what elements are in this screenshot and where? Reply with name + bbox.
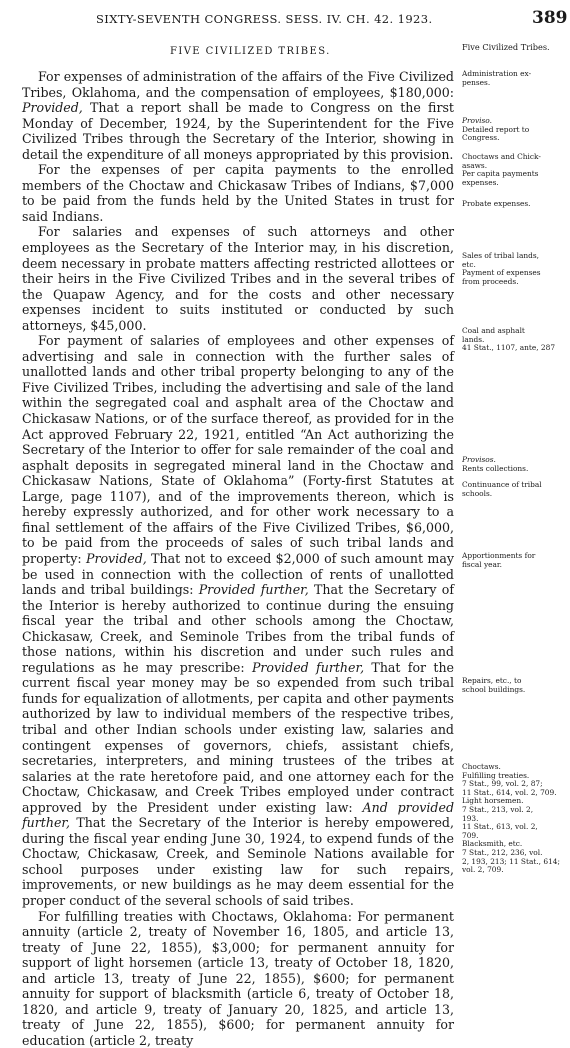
margin-note-line: Rents collections. xyxy=(462,463,529,473)
margin-note-line: Light horsemen. xyxy=(462,796,524,806)
margin-note-line: fiscal year. xyxy=(462,559,503,569)
margin-note xyxy=(462,327,566,353)
margin-note xyxy=(462,252,566,286)
margin-note-line: Sales of tribal lands, xyxy=(462,252,540,260)
margin-note-line: Choctaws. xyxy=(462,763,501,771)
margin-note-line: schools. xyxy=(462,488,493,498)
margin-note-line: Blacksmith, etc. xyxy=(462,839,523,849)
margin-note-line: Coal and asphalt xyxy=(462,327,525,335)
margin-note xyxy=(462,763,566,875)
italic-text: Provided, xyxy=(85,550,147,566)
margin-note-line: Administration ex- xyxy=(462,70,532,78)
margin-note-line: 193. xyxy=(462,813,479,823)
margin-note-line: 11 Stat., 614, vol. 2, 709. xyxy=(462,787,557,797)
margin-note xyxy=(462,456,566,473)
page-header xyxy=(0,8,570,28)
margin-note xyxy=(462,552,566,569)
margin-note-line: Choctaws and Chick- xyxy=(462,153,541,161)
paragraph xyxy=(22,333,454,908)
margin-note-line: 7 Stat., 212, 236, vol. xyxy=(462,847,543,857)
italic-text: Provided further, xyxy=(198,582,309,598)
margin-note-line: expenses. xyxy=(462,177,499,187)
section-title: FIVE CIVILIZED TRIBES. xyxy=(170,46,331,57)
paragraph-text: That a report shall be made to Congress on the first Monday of December, 1924, by the Superintendent for the Five Civilized Tribes through the Secretary of the Interior, showing in detail the expenditure of all moneys appropriated by this provision. xyxy=(22,100,454,162)
margin-note xyxy=(462,200,566,209)
margin-note xyxy=(462,481,566,498)
margin-note-line: lands. xyxy=(462,334,485,344)
running-head: SIXTY-SEVENTH CONGRESS. SESS. IV. CH. 42. 1923. xyxy=(96,12,433,26)
margin-note-line: penses. xyxy=(462,77,491,87)
margin-note-line: Proviso. xyxy=(462,117,492,125)
margin-note-line: 709. xyxy=(462,830,479,840)
italic-text: Provided, xyxy=(22,100,83,116)
margin-note-line: Provisos. xyxy=(462,456,496,464)
margin-note-line: vol. 2, 709. xyxy=(462,865,504,875)
margin-note xyxy=(462,117,566,143)
page-number: 389 xyxy=(532,8,568,28)
margin-note-line: Congress. xyxy=(462,133,500,143)
margin-note xyxy=(462,70,566,87)
margin-note-line: Detailed report to xyxy=(462,124,530,134)
paragraph-text: For expenses of administration of the affairs of the Five Civilized Tribes, Oklahoma, and the compensation of employees, $180,000: xyxy=(22,69,454,100)
paragraph-text: That the Secretary of the Interior is hereby authorized to continue during the ensuing fiscal year the tribal and other schools among the Choctaw, Chickasaw, Creek, and Seminole Tribes from the tribal funds of those nations, within his discretion and under such rules and regulations as he may prescribe: xyxy=(22,582,454,675)
margin-note-line: asaws. xyxy=(462,160,488,170)
margin-note-line: Repairs, etc., to xyxy=(462,677,522,685)
paragraph-text: For the expenses of per capita payments to the enrolled members of the Choctaw and Chickasaw Tribes of Indians, $7,000 to be paid from the funds held by the United States in trust for said Indians. xyxy=(22,162,454,224)
margin-note xyxy=(462,153,566,187)
paragraph xyxy=(22,909,454,1048)
margin-note-line: Continuance of tribal xyxy=(462,481,542,489)
paragraph-text: For payment of salaries of employees and other expenses of advertising and sale in connection with the further sales of unallotted lands and other tribal property belonging to any of the Five Civilized Tribes, including the advertising and sale of the land within the segregated coal and asphalt area of the Choctaw and Chickasaw Nations, or of the surface thereof, as provided for in the Act approved February 22, 1921, entitled “An Act authorizing the Secretary of the Interior to offer for sale remainder of the coal and asphalt deposits in segregated mineral land in the Choctaw and Chickasaw Nations, State of Oklahoma” (Forty-first Statutes at Large, page 1107), and of the improvements thereon, which is hereby expressly authorized, and for other work necessary to a final settlement of the affairs of the Five Civilized Tribes, $6,000, to be paid from the proceeds of sales of such tribal lands and property: xyxy=(22,333,454,566)
margin-note-line: Per capita payments xyxy=(462,169,539,179)
paragraph xyxy=(22,224,454,333)
margin-note-line: 7 Stat., 213, vol. 2, xyxy=(462,804,534,814)
margin-note-line: Payment of expenses xyxy=(462,268,541,278)
paragraph-text: For salaries and expenses of such attorneys and other employees as the Secretary of the Interior may, in his discretion, deem necessary in probate matters affecting restricted allottees or their heirs in the Five Civilized Tribes and in the several tribes of the Quapaw Agency, and for the costs and other necessary expenses incident to suits instituted or conducted by such attorneys, $45,000. xyxy=(22,224,454,333)
margin-note-line: 7 Stat., 99, vol. 2, 87; xyxy=(462,779,543,789)
margin-note-line: 11 Stat., 613, vol. 2, xyxy=(462,822,538,832)
paragraph xyxy=(22,69,454,162)
margin-note-line: Fulfilling treaties. xyxy=(462,770,530,780)
paragraph xyxy=(22,162,454,224)
margin-heading: Five Civilized Tribes. xyxy=(462,42,550,52)
paragraph-text: That for the current fiscal year money may be so expended from such tribal funds for equalization of allotments, per capita and other payments authorized by law to individual members of the respective tribes, tribal and other Indian schools under existing law, salaries and contingent expenses of governors, chiefs, assistant chiefs, secretaries, interpreters, and mining trustees of the tribes at salaries at the rate heretofore paid, and one attorney each for the Choctaw, Chickasaw, and Creek Tribes employed under contract approved by the President under existing law: xyxy=(22,659,455,815)
margin-note-line: Probate expenses. xyxy=(462,200,531,208)
italic-text: And provided further, xyxy=(22,799,455,831)
paragraph-text: That not to exceed $2,000 of such amount may be used in connection with the collection of rents of unallotted lands and tribal buildings: xyxy=(22,550,454,598)
margin-note-line: etc. xyxy=(462,259,476,269)
margin-note-line: from proceeds. xyxy=(462,276,519,286)
margin-note-line: 41 Stat., 1107, ante, 287 xyxy=(462,343,556,353)
paragraph-text: For fulfilling treaties with Choctaws, Oklahoma: For permanent annuity (article 2, treaty of November 16, 1805, and article 13, treaty of June 22, 1855), $3,000; for permanent annuity for support of light horsemen (article 13, treaty of October 18, 1820, and article 13, treaty of June 22, 1855), $600; for permanent annuity for support of blacksmith (article 6, treaty of October 18, 1820, and article 9, treaty of January 20, 1825, and article 13, treaty of June 22, 1855), $600; for permanent annuity for education (article 2, treaty xyxy=(22,908,454,1048)
italic-text: Provided further, xyxy=(251,659,365,675)
margin-note xyxy=(462,677,566,694)
paragraph-text: That the Secretary of the Interior is hereby empowered, during the fiscal year ending June 30, 1924, to expend funds of the Choctaw, Chickasaw, Creek, and Seminole Nations available for school purposes under existing law for such repairs, improvements, or new buildings as he may deem essential for the proper conduct of the several schools of said tribes. xyxy=(22,815,454,908)
margin-note-line: school buildings. xyxy=(462,684,526,694)
margin-note-line: Apportionments for xyxy=(462,552,536,560)
margin-note-line: 2, 193, 213; 11 Stat., 614; xyxy=(462,856,560,866)
main-text xyxy=(22,69,454,1048)
